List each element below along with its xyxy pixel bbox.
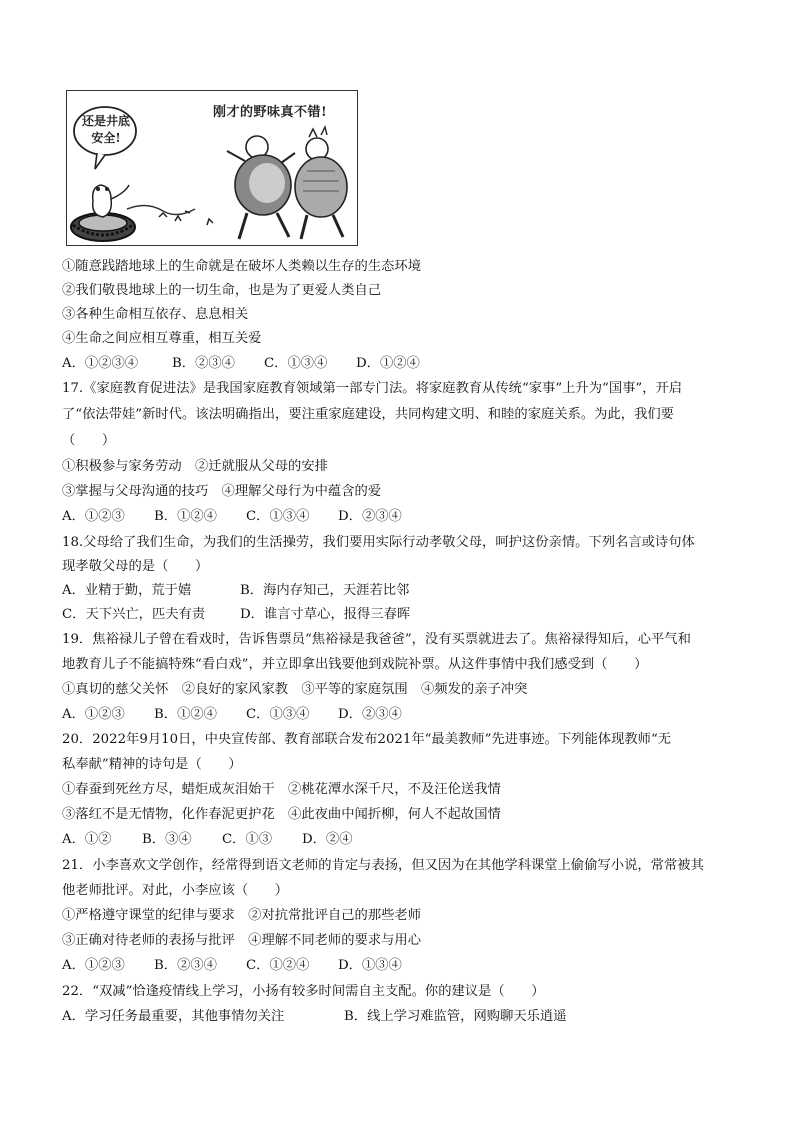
q17-statement-2: ③掌握与父母沟通的技巧 ④理解父母行为中蕴含的爱	[62, 484, 382, 499]
q16-option-b[interactable]: B．②③④	[172, 356, 235, 371]
q19-option-d[interactable]: D．②③④	[338, 707, 402, 722]
cartoon-caption: 刚才的野味真不错!	[213, 105, 328, 120]
q16-option-a[interactable]: A．①②③④	[62, 356, 139, 371]
q22-stem-line-1: 22．“双减”恰逢疫情线上学习，小扬有较多时间需自主支配。你的建议是（ ）	[62, 984, 545, 999]
q17-stem-line-3: （ ）	[62, 433, 116, 448]
q16-statement-3: ③各种生命相互依存、息息相关	[62, 307, 249, 322]
q19-option-b[interactable]: B．①②④	[154, 707, 217, 722]
q21-stem-line-2: 他老师批评。对此，小李应该（ ）	[62, 883, 289, 898]
q18-option-a[interactable]: A．业精于勤，荒于嬉	[62, 583, 192, 598]
speech-bubble-text	[76, 113, 136, 147]
q21-option-a[interactable]: A．①②③	[62, 958, 125, 973]
q20-option-a[interactable]: A．①②	[62, 832, 112, 847]
q20-statement-1: ①春蚕到死丝方尽，蜡炬成灰泪始干 ②桃花潭水深千尺，不及汪伦送我情	[62, 782, 501, 797]
q21-option-b[interactable]: B．②③④	[154, 958, 217, 973]
q18-stem-line-2: 现孝敬父母的是（ ）	[62, 559, 209, 574]
q19-stem-line-1: 19．焦裕禄儿子曾在看戏时，告诉售票员“焦裕禄是我爸爸”，没有买票就进去了。焦裕禄得知后，心平气和	[62, 632, 691, 647]
q20-option-d[interactable]: D．②④	[302, 832, 353, 847]
q22-option-b[interactable]: B．线上学习难监管，网购聊天乐逍遥	[344, 1009, 567, 1024]
q17-option-c[interactable]: C．①③④	[246, 509, 310, 524]
q20-stem-line-1: 20．2022年9月10日，中央宣传部、教育部联合发布2021年“最美教师”先进事迹。下列能体现教师“无	[62, 732, 672, 747]
bubble-line-1: 还是井底	[81, 114, 130, 128]
q22-option-a[interactable]: A．学习任务最重要，其他事情勿关注	[62, 1009, 285, 1024]
bubble-line-2: 安全!	[91, 131, 121, 145]
q18-option-c[interactable]: C．天下兴亡，匹夫有责	[62, 607, 206, 622]
q17-option-d[interactable]: D．②③④	[338, 509, 402, 524]
q17-stem-line-2: 了“依法带娃”新时代。该法明确指出，要注重家庭建设，共同构建文明、和睦的家庭关系。为此，我们要	[62, 407, 674, 422]
q17-option-b[interactable]: B．①②④	[154, 509, 217, 524]
q20-statement-2: ③落红不是无情物，化作春泥更护花 ④此夜曲中闻折柳，何人不起故国情	[62, 807, 501, 822]
q21-options	[62, 957, 402, 975]
q18-options-row-1	[62, 582, 409, 600]
q20-stem-line-2: 私奉献”精神的诗句是（ ）	[62, 757, 242, 772]
q16-statement-2: ②我们敬畏地球上的一切生命，也是为了更爱人类自己	[62, 283, 382, 298]
q21-option-c[interactable]: C．①②④	[246, 958, 310, 973]
q19-option-a[interactable]: A．①②③	[62, 707, 125, 722]
q21-statement-1: ①严格遵守课堂的纪律与要求 ②对抗常批评自己的那些老师	[62, 908, 422, 923]
q19-statement-1: ①真切的慈父关怀 ②良好的家风家教 ③平等的家庭氛围 ④频发的亲子冲突	[62, 682, 528, 697]
q20-option-b[interactable]: B．③④	[142, 832, 192, 847]
q17-option-a[interactable]: A．①②③	[62, 509, 125, 524]
q16-statement-1: ①随意践踏地球上的生命就是在破坏人类赖以生存的生态环境	[62, 259, 422, 274]
q21-option-d[interactable]: D．①③④	[338, 958, 402, 973]
q18-stem-line-1: 18.父母给了我们生命，为我们的生活操劳，我们要用实际行动孝敬父母，呵护这份亲情。下列名言或诗句体	[62, 535, 695, 550]
q16-option-d[interactable]: D．①②④	[356, 356, 420, 371]
cartoon-illustration	[66, 90, 358, 246]
q16-options	[62, 355, 420, 373]
q19-options	[62, 706, 402, 724]
q21-stem-line-1: 21．小李喜欢文学创作，经常得到语文老师的肯定与表扬，但又因为在其他学科课堂上偷偷写小说，常常被其	[62, 858, 704, 873]
q17-statement-1: ①积极参与家务劳动 ②迁就服从父母的安排	[62, 459, 328, 474]
q17-stem-line-1: 17.《家庭教育促进法》是我国家庭教育领域第一部专门法。将家庭教育从传统“家事”上升为“国事”，开启	[62, 381, 683, 396]
q22-options-row-1	[62, 1008, 567, 1026]
q16-option-c[interactable]: C．①③④	[264, 356, 328, 371]
q20-option-c[interactable]: C．①③	[222, 832, 273, 847]
q17-options	[62, 508, 402, 526]
q20-options	[62, 831, 353, 849]
q18-option-b[interactable]: B．海内存知己，天涯若比邻	[240, 583, 410, 598]
q16-statement-4: ④生命之间应相互尊重，相互关爱	[62, 331, 262, 346]
q18-options-row-2	[62, 606, 410, 624]
q21-statement-2: ③正确对待老师的表扬与批评 ④理解不同老师的要求与用心	[62, 933, 422, 948]
q19-stem-line-2: 地教育儿子不能搞特殊“看白戏”，并立即拿出钱要他到戏院补票。从这件事情中我们感受到（ ）	[62, 657, 648, 672]
q18-option-d[interactable]: D．谁言寸草心，报得三春晖	[240, 607, 411, 622]
q19-option-c[interactable]: C．①③④	[246, 707, 310, 722]
